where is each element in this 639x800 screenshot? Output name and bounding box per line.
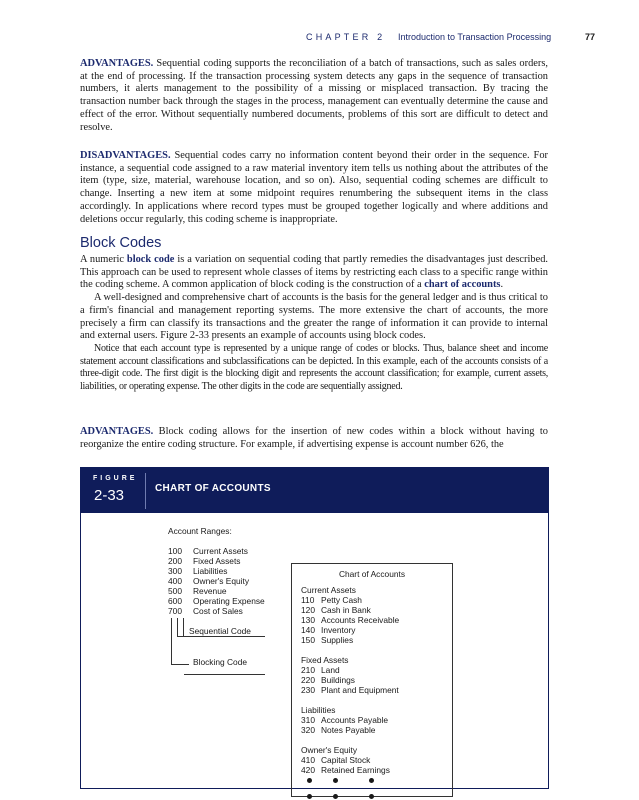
block-code-intro: A numeric block code is a variation on sequential coding that partly remedies the disadvantages just described. This approach can be used to represent whole classes of items by restricting each class to a specific range within the coding scheme. A common application of block coding is the construction of a chart of accounts. [80,254,548,291]
account-range-name: Current Assets [193,546,248,556]
account-range-code: 300 [168,566,182,576]
block-code-paragraph-2: A well-designed and comprehensive chart of accounts is the basis for the general ledger and is thus critical to a firm's financial and management reporting systems. The more extensive the chart of accounts, the more precisely a firm can classify its transactions and the greater the range of information it can provide to internal and external users. Figure 2-33 presents an example of accounts using block codes. [80,292,548,342]
account-code: 220 [301,675,315,685]
account-range-code: 200 [168,556,182,566]
account-row [301,595,399,605]
term-chart-of-accounts: chart of accounts [424,279,501,291]
account-range-row [168,596,265,606]
account-name: Retained Earnings [321,765,390,775]
account-code: 410 [301,755,315,765]
figure-label-box [80,467,145,513]
account-row [301,715,399,725]
section-heading-block-codes: Block Codes [80,235,162,251]
account-name: Accounts Payable [321,715,389,725]
account-code: 420 [301,765,315,775]
account-row [301,615,399,625]
account-row [301,765,399,775]
term-block-code: block code [126,254,175,265]
account-range-name: Liabilities [193,566,228,576]
sequential-code-bracket-vertical-1 [177,618,178,636]
paragraph-disadvantages [80,150,548,226]
account-range-name: Owner's Equity [193,576,250,586]
figure-divider [145,473,146,509]
account-code: 140 [301,625,315,635]
chart-of-accounts-title: Chart of Accounts [338,569,406,579]
account-row [301,685,399,695]
account-range-row [168,556,265,566]
ellipsis-dot [369,778,374,783]
running-header [0,32,639,46]
blocking-code-bracket-vertical [171,618,172,664]
chart-of-accounts-list [301,585,399,785]
account-name: Land [321,665,340,675]
sequential-code-underline [177,636,265,637]
account-name: Cash in Bank [321,605,371,615]
account-name: Notes Payable [321,725,376,735]
ellipsis-dot [369,794,374,799]
account-range-row [168,546,265,556]
account-range-name: Cost of Sales [193,606,243,616]
account-ranges-title: Account Ranges: [168,526,232,536]
chapter-title: Introduction to Transaction Processing [398,32,552,42]
account-name: Petty Cash [321,595,362,605]
account-code: 110 [301,595,315,605]
account-code: 120 [301,605,315,615]
account-code: 230 [301,685,315,695]
account-group-heading: Owner's Equity [301,745,358,755]
ellipsis-dot [307,794,312,799]
account-group [301,655,399,695]
figure-title: CHART OF ACCOUNTS [155,483,271,494]
disadvantages-lead: DISADVANTAGES. [80,150,171,161]
account-range-name: Fixed Assets [193,556,241,566]
blocking-code-bracket-horizontal [171,664,189,665]
account-code: 310 [301,715,315,725]
ellipsis-dot [307,778,312,783]
account-range-row [168,566,265,576]
chart-of-accounts-box [291,563,453,797]
paragraph-advantages-sequential [80,58,548,134]
account-range-code: 100 [168,546,182,556]
account-name: Inventory [321,625,356,635]
account-code: 210 [301,665,315,675]
sequential-code-label: Sequential Code [189,626,251,636]
account-group [301,585,399,645]
figure-2-33 [80,467,549,789]
account-ranges-list [168,546,265,616]
account-name: Plant and Equipment [321,685,399,695]
figure-body [81,513,548,788]
account-row [301,675,399,685]
account-row [301,605,399,615]
account-range-code: 500 [168,586,182,596]
account-group [301,745,399,775]
account-name: Accounts Receivable [321,615,400,625]
account-name: Supplies [321,635,354,645]
account-group-heading: Liabilities [301,705,336,715]
account-row [301,665,399,675]
advantages-lead: ADVANTAGES. [80,58,154,69]
figure-number: 2-33 [94,487,125,504]
account-row [301,635,399,645]
figure-word: FIGURE [93,475,138,482]
account-range-row [168,576,265,586]
account-group-heading: Current Assets [301,585,356,595]
advantages-body: Sequential coding supports the reconciliation of a batch of transactions, such as sales orders, at the end of processing. If the transaction processing system detects any gaps in the sequence of transaction numbers, it alerts management to the possibility of a missing or misplaced transaction. By tracing the transaction number back through the stages in the process, management can eventually determine the cause and effect of the error. Without sequentially numbered documents, problems of this sort are difficult to detect and resolve. [80,58,548,133]
account-name: Capital Stock [321,755,371,765]
account-range-code: 700 [168,606,182,616]
account-code: 150 [301,635,315,645]
sequential-code-bracket-vertical-2 [183,618,184,636]
chapter-label: CHAPTER 2 [306,32,386,42]
account-row [301,755,399,765]
advantages-block-body: Block coding allows for the insertion of new codes within a block without having to reorganize the entire coding structure. For example, if advertising expense is account number 626, the [80,426,548,450]
account-row [301,625,399,635]
page-number: 77 [585,32,596,42]
account-range-code: 600 [168,596,182,606]
account-range-name: Revenue [193,586,227,596]
paragraph-block-codes [80,254,548,394]
account-group [301,705,399,735]
account-group-heading: Fixed Assets [301,655,349,665]
ellipsis-dot [333,778,338,783]
account-row [301,725,399,735]
blocking-code-label: Blocking Code [193,657,248,667]
account-range-row [168,606,265,616]
account-code: 320 [301,725,315,735]
disadvantages-body: Sequential codes carry no information content beyond their order in the sequence. For instance, a sequential code assigned to a raw material inventory item tells us nothing about the attributes of the item (type, size, material, warehouse location, and so on). Also, sequential coding schemes are difficult to change. Inserting a new item at some midpoint requires renumbering the subsequent items in the class accordingly. In applications where record types must be grouped together logically and where additions and deletions occur regularly, this coding scheme is inappropriate. [80,150,548,225]
block-code-paragraph-3: Notice that each account type is represented by a unique range of codes or blocks. Thus, balance sheet and income statement account classifications and subclassifications can be depicted. In this example, each of the accounts consists of a three-digit code. The first digit is the blocking digit and represents the account classification; for example, current assets, liabilities, or operating expense. The other digits in the code are sequentially assigned. [80,342,548,393]
account-range-name: Operating Expense [193,596,265,606]
account-range-code: 400 [168,576,182,586]
blocking-code-underline [184,674,265,675]
account-code: 130 [301,615,315,625]
paragraph-advantages-block [80,426,548,451]
account-range-row [168,586,265,596]
ellipsis-dot [333,794,338,799]
advantages-block-lead: ADVANTAGES. [80,426,154,437]
account-name: Buildings [321,675,355,685]
